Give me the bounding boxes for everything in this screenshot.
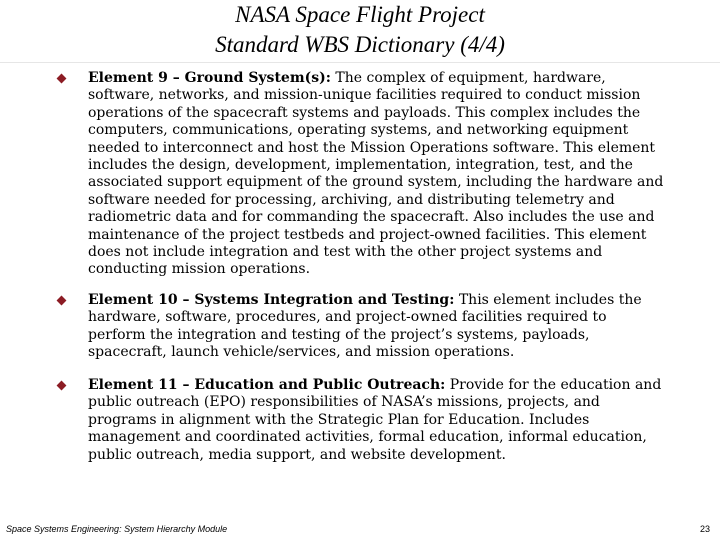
bullet-text: Provide for the education and public outreach (EPO) responsibilities of NASA’s missions, projects, and programs in alignment with the Strategic Plan for Education. Includes management and coordinated activities, formal education, informal education, public outreach, media support, and website development.: [88, 377, 662, 463]
diamond-bullet-icon: [57, 381, 67, 391]
diamond-bullet-icon: [57, 74, 67, 84]
diamond-bullet-icon: [57, 296, 67, 306]
bullet-label: Element 11 – Education and Public Outreach:: [88, 377, 446, 393]
bullet-text: This element includes the hardware, software, procedures, and project-owned facilities required to perform the integration and testing of the project’s systems, payloads, spacecraft, launch vehicle/services, and mission operations.: [88, 292, 642, 361]
bullet-label: Element 10 – Systems Integration and Testing:: [88, 292, 455, 308]
bullet-label: Element 9 – Ground System(s):: [88, 70, 331, 86]
title-line-2: Standard WBS Dictionary (4/4): [215, 32, 505, 57]
bullet-element-11: [56, 377, 666, 464]
title-line-1: NASA Space Flight Project: [235, 2, 485, 27]
bullet-element-10: [56, 292, 666, 362]
slide-title: [0, 0, 720, 60]
page-number: 23: [699, 524, 710, 534]
bullet-text: The complex of equipment, hardware, software, networks, and mission-unique facilities required to conduct mission operations of the spacecraft systems and payloads. This complex includes the computers, communications, operating systems, and networking equipment needed to interconnect and host the Mission Operations software. This element includes the design, development, implementation, integration, test, and the associated support equipment of the ground system, including the hardware and software needed for processing, archiving, and distributing telemetry and radiometric data and for commanding the spacecraft. Also includes the use and maintenance of the project testbeds and project-owned facilities. This element does not include integration and test with the other project systems and conducting mission operations.: [88, 70, 664, 278]
title-divider: [0, 62, 720, 63]
bullet-element-9: [56, 70, 666, 279]
footer-module-name: Space Systems Engineering: System Hierarchy Module: [6, 524, 228, 534]
